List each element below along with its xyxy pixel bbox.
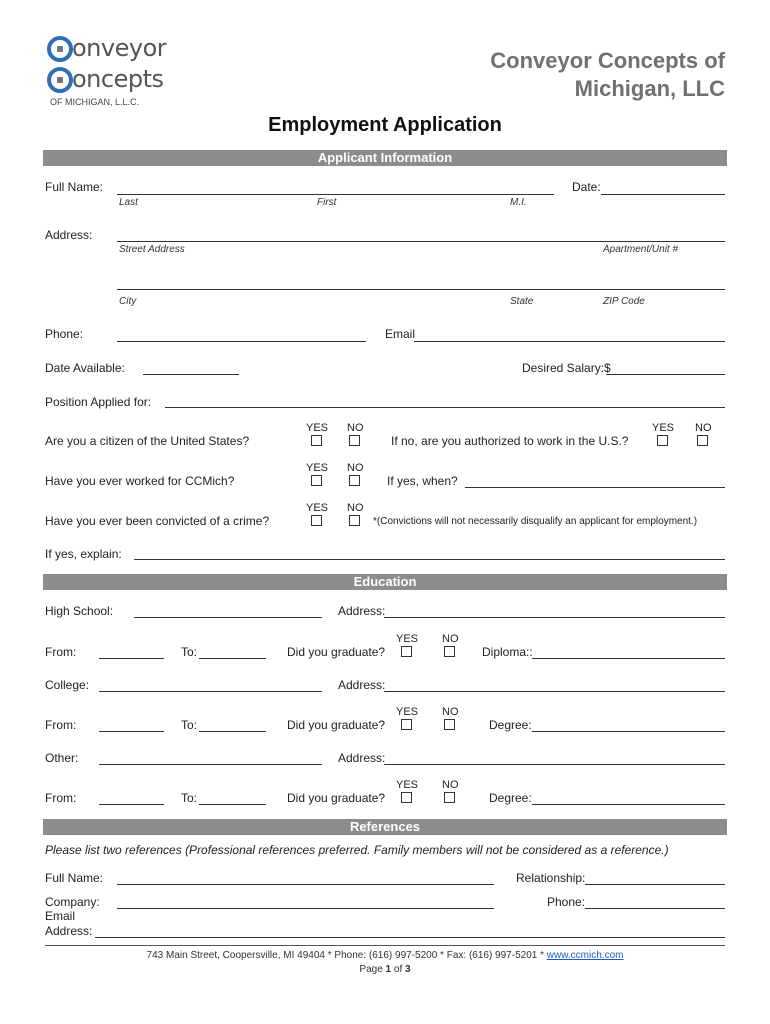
convicted-no-checkbox[interactable] <box>349 515 360 526</box>
email-field[interactable] <box>414 341 725 342</box>
explain-field[interactable] <box>134 559 725 560</box>
worked-question: Have you ever worked for CCMich? <box>45 474 235 488</box>
college-address-field[interactable] <box>384 691 725 692</box>
convicted-no-header: NO <box>347 502 364 514</box>
high-school-address-label: Address: <box>338 604 386 618</box>
citizen-yes-checkbox[interactable] <box>311 435 322 446</box>
section-header-education: Education <box>43 574 727 590</box>
diploma-label: Diploma:: <box>482 645 533 659</box>
college-graduate-yes-checkbox[interactable] <box>401 719 412 730</box>
convicted-yes-header: YES <box>306 502 329 514</box>
date-available-field[interactable] <box>143 374 239 375</box>
full-name-field[interactable] <box>117 194 554 195</box>
date-available-label: Date Available: <box>45 361 125 375</box>
college-degree-label: Degree: <box>489 718 532 732</box>
date-field[interactable] <box>601 194 725 195</box>
hs-no-header: NO <box>442 633 459 645</box>
page-number <box>0 964 770 975</box>
other-yes-header: YES <box>396 779 419 791</box>
apartment-caption: Apartment/Unit # <box>603 244 679 255</box>
relationship-field[interactable] <box>585 884 725 885</box>
explain-label: If yes, explain: <box>45 547 122 561</box>
section-header-references: References <box>43 819 727 835</box>
phone-field[interactable] <box>117 341 366 342</box>
ref-full-name-label: Full Name: <box>45 871 104 885</box>
logo-c-bottom-icon <box>47 67 73 93</box>
hs-to-field[interactable] <box>199 658 266 659</box>
ref-phone-field[interactable] <box>585 908 725 909</box>
other-graduate-yes-checkbox[interactable] <box>401 792 412 803</box>
logo-text-line1: onveyor <box>72 34 167 62</box>
when-field[interactable] <box>465 487 725 488</box>
ref-email-label: Email <box>45 909 76 923</box>
logo-subtitle: OF MICHIGAN, L.L.C. <box>50 97 140 107</box>
page-total: 3 <box>405 964 411 975</box>
footer-address <box>0 950 770 961</box>
address-label: Address: <box>45 228 93 242</box>
other-graduate-no-checkbox[interactable] <box>444 792 455 803</box>
hs-graduate-no-checkbox[interactable] <box>444 646 455 657</box>
college-yes-header: YES <box>396 706 419 718</box>
ref-full-name-field[interactable] <box>117 884 494 885</box>
worked-yes-checkbox[interactable] <box>311 475 322 486</box>
other-to-label: To: <box>181 791 198 805</box>
authorized-yes-checkbox[interactable] <box>657 435 668 446</box>
worked-no-header: NO <box>347 462 364 474</box>
company-field[interactable] <box>117 908 494 909</box>
college-graduate-no-checkbox[interactable] <box>444 719 455 730</box>
last-name-caption: Last <box>119 197 138 208</box>
other-to-field[interactable] <box>199 804 266 805</box>
street-address-field[interactable] <box>117 241 725 242</box>
college-field[interactable] <box>99 691 322 692</box>
hs-graduate-label: Did you graduate? <box>287 645 386 659</box>
date-label: Date: <box>572 180 601 194</box>
citizen-no-checkbox[interactable] <box>349 435 360 446</box>
other-address-field[interactable] <box>384 764 725 765</box>
other-degree-field[interactable] <box>532 804 725 805</box>
college-from-field[interactable] <box>99 731 164 732</box>
other-label: Other: <box>45 751 79 765</box>
worked-no-checkbox[interactable] <box>349 475 360 486</box>
college-from-label: From: <box>45 718 77 732</box>
page-of: of <box>391 964 406 975</box>
footer-address-text: 743 Main Street, Coopersville, MI 49404 * Phone: (616) 997-5200 * Fax: (616) 997-5201 * <box>146 950 547 961</box>
college-label: College: <box>45 678 90 692</box>
convicted-question: Have you ever been convicted of a crime? <box>45 514 270 528</box>
references-note: Please list two references (Professional references preferred. Family members will not be considered as a reference.) <box>45 843 669 857</box>
other-address-label: Address: <box>338 751 386 765</box>
middle-initial-caption: M.I. <box>510 197 527 208</box>
position-label: Position Applied for: <box>45 395 152 409</box>
form-title: Employment Application <box>268 114 502 136</box>
hs-to-label: To: <box>181 645 198 659</box>
logo-text-line2: oncepts <box>72 65 164 93</box>
logo-c-top-icon <box>47 36 73 62</box>
convicted-yes-checkbox[interactable] <box>311 515 322 526</box>
hs-from-label: From: <box>45 645 77 659</box>
ref-phone-label: Phone: <box>547 895 586 909</box>
college-address-label: Address: <box>338 678 386 692</box>
when-label: If yes, when? <box>387 474 458 488</box>
authorized-no-header: NO <box>695 422 712 434</box>
company-name-line1: Conveyor Concepts of <box>490 48 725 73</box>
high-school-address-field[interactable] <box>384 617 725 618</box>
authorized-yes-header: YES <box>652 422 675 434</box>
college-to-field[interactable] <box>199 731 266 732</box>
position-field[interactable] <box>165 407 725 408</box>
full-name-label: Full Name: <box>45 180 104 194</box>
company-name-line2: Michigan, LLC <box>574 76 725 101</box>
authorized-no-checkbox[interactable] <box>697 435 708 446</box>
other-no-header: NO <box>442 779 459 791</box>
ref-email-field[interactable] <box>95 937 725 938</box>
hs-yes-header: YES <box>396 633 419 645</box>
footer-divider <box>45 945 725 946</box>
phone-label: Phone: <box>45 327 84 341</box>
hs-graduate-yes-checkbox[interactable] <box>401 646 412 657</box>
citizen-question: Are you a citizen of the United States? <box>45 434 250 448</box>
desired-salary-field[interactable] <box>606 374 725 375</box>
zip-caption: ZIP Code <box>603 296 645 307</box>
other-graduate-label: Did you graduate? <box>287 791 386 805</box>
college-to-label: To: <box>181 718 198 732</box>
worked-yes-header: YES <box>306 462 329 474</box>
relationship-label: Relationship: <box>516 871 586 885</box>
section-header-applicant: Applicant Information <box>43 150 727 166</box>
college-no-header: NO <box>442 706 459 718</box>
company-label: Company: <box>45 895 100 909</box>
desired-salary-label: Desired Salary:$ <box>522 361 611 375</box>
conviction-note: *(Convictions will not necessarily disqualify an applicant for employment.) <box>373 516 698 527</box>
city-caption: City <box>119 296 137 307</box>
page-current: 1 <box>385 964 392 975</box>
state-caption: State <box>510 296 534 307</box>
college-degree-field[interactable] <box>532 731 725 732</box>
high-school-label: High School: <box>45 604 114 618</box>
city-state-zip-field[interactable] <box>117 289 725 290</box>
other-from-label: From: <box>45 791 77 805</box>
authorized-question: If no, are you authorized to work in the U.S.? <box>391 434 629 448</box>
other-field[interactable] <box>99 764 322 765</box>
diploma-field[interactable] <box>532 658 725 659</box>
email-label: Email <box>385 327 416 341</box>
page-prefix: Page <box>359 964 386 975</box>
no-header: NO <box>347 422 364 434</box>
ref-email-address-label: Address: <box>45 924 93 938</box>
yes-header: YES <box>306 422 329 434</box>
other-from-field[interactable] <box>99 804 164 805</box>
high-school-field[interactable] <box>134 617 322 618</box>
other-degree-label: Degree: <box>489 791 532 805</box>
first-name-caption: First <box>317 197 337 208</box>
college-graduate-label: Did you graduate? <box>287 718 386 732</box>
footer-website-link[interactable]: www.ccmich.com <box>546 950 624 961</box>
hs-from-field[interactable] <box>99 658 164 659</box>
street-address-caption: Street Address <box>119 244 185 255</box>
